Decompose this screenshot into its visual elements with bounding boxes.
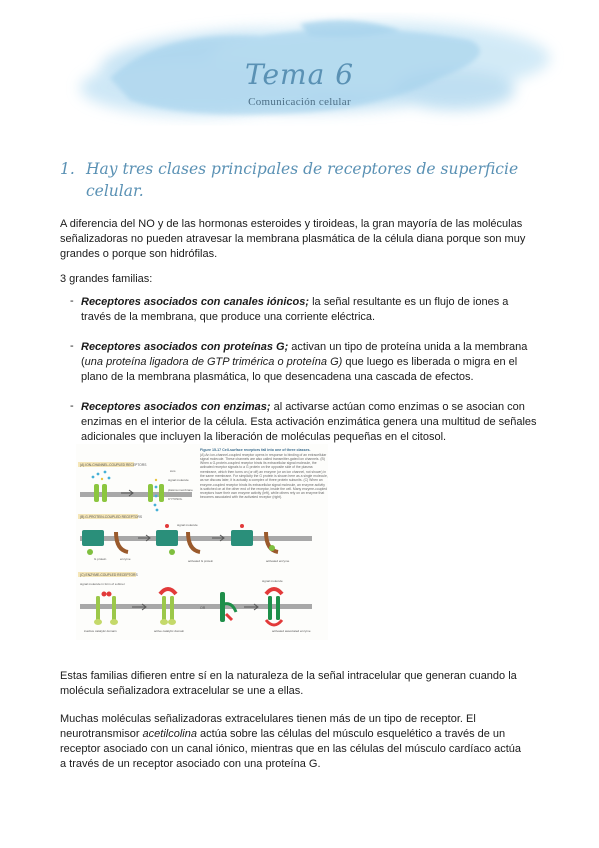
panel-c-title: (C) ENZYME-COUPLED RECEPTORS xyxy=(80,573,138,577)
list-item-text: que luego es liberada o migra en el plano de la membrana plasmática, lo que desencadena una cascada de efectos. xyxy=(81,356,518,383)
label-active-domain: active catalytic domain xyxy=(154,629,185,633)
list-item-text: al activarse actúan como enzimas o se asocian con enzimas en el interior de la célula. Esta activación enzimática genera una multitud de señales adicionales que incluyen la liberación de moléculas pequeñas en el citosol. xyxy=(81,401,537,443)
section-heading xyxy=(60,158,540,202)
paragraph-text: actúa sobre las células del músculo esquelético a través de un receptor asociado con un canal iónico, mientras que en las células del músculo cardíaco actúa a través de un receptor asociado con una proteína G. xyxy=(60,728,522,770)
label-g-protein: G protein xyxy=(94,557,107,561)
figure-caption-wrapper xyxy=(200,453,328,525)
list-item-term: Receptores asociados con canales iónicos; xyxy=(81,296,310,308)
acetylcholine-paragraph xyxy=(60,712,530,772)
list-item-term: Receptores asociados con proteínas G; xyxy=(81,341,289,353)
label-signal-molecule-b: signal molecule xyxy=(177,523,198,527)
label-signal-molecule-c: signal molecule xyxy=(262,579,283,583)
families-difference-paragraph: Estas familias difieren entre sí en la naturaleza de la señal intracelular que generan cuando la molécula señalizadora extracelular se une a ellas. xyxy=(60,670,517,697)
label-plasma-membrane: plasma membrane xyxy=(168,488,193,492)
page-subtitle: Comunicación celular xyxy=(248,96,351,108)
label-signal-molecule: signal molecule xyxy=(168,478,189,482)
label-inactive-domain: inactive catalytic domain xyxy=(84,629,117,633)
list-item-italic: una proteína ligadora de GTP trimérica o proteína G) xyxy=(84,356,343,368)
list-item: - Receptores asociados con enzimas; al activarse actúan como enzimas o se asocian con enzimas en el interior de la célula. Esta activación enzimática genera una multitud de señales adicionales que incluyen la liberación de moléculas pequeñas en el citosol. xyxy=(70,400,537,443)
label-associated-enzyme: activated associated enzyme xyxy=(272,629,311,633)
receptor-list xyxy=(70,295,540,445)
section-number: 1. xyxy=(60,160,75,178)
panel-a-title: (A) ION-CHANNEL-COUPLED RECEPTORS xyxy=(80,463,147,467)
label-activated-g-protein: activated G protein xyxy=(188,559,214,563)
receptor-figure xyxy=(76,444,328,640)
g-protein-receptor-left xyxy=(82,530,128,555)
label-activated-enzyme: activated enzyme xyxy=(266,559,290,563)
figure-caption-body: (A) An ion-channel-coupled receptor opens in response to binding of an extracellular signal molecule. These channels are also called transmitter-gated ion channels. (B) When a G-protein-coupled receptor binds its extracellular signal molecule, the activated receptor signals to a G protein on the opposite side of the plasma membrane, which then turns on (or off) an enzyme (or an ion channel, not shown) in the same membrane. For simplicity the G protein is shown here as a single molecule, as we discuss later, it is actually a complex of three protein subunits. (C) When an enzyme-coupled receptor binds its extracellular signal molecule, an enzyme activity is switched on at the other end of the receptor, inside the cell. Many enzyme-coupled receptors have their own enzyme activity (left), while others rely on an enzyme that becomes associated with the activated receptor (right). xyxy=(200,452,328,500)
section-heading-text: Hay tres clases principales de receptores de superficie celular. xyxy=(86,160,519,200)
families-label: 3 grandes familias: xyxy=(60,273,153,285)
list-item: - Receptores asociados con canales iónicos; la señal resultante es un flujo de iones a través de la membrana, que produce una corriente eléctrica. xyxy=(70,295,509,323)
label-cytosol: CYTOSOL xyxy=(168,497,183,501)
intro-paragraph: A diferencia del NO y de las hormonas esteroides y tiroideas, la gran mayoría de las moléculas señalizadoras no pueden atravesar la membrana plasmática de la célula diana porque son muy grandes o porque son hidrófilas. xyxy=(60,218,526,260)
ion-channel-closed xyxy=(92,471,111,502)
panel-b-title: (B) G-PROTEIN-COUPLED RECEPTORS xyxy=(80,515,143,519)
ion-channel-open xyxy=(148,479,164,512)
list-item-text: activan un tipo de proteína unida a la membrana ( xyxy=(81,341,528,368)
label-dimer: signal molecule in form of a dimer xyxy=(80,582,125,586)
paragraph-text: Muchas moléculas señalizadoras extracelulares tienen más de un tipo de receptor. El neurotransmisor xyxy=(60,713,476,740)
list-item: - Receptores asociados con proteínas G; activan un tipo de proteína unida a la membrana (una proteína ligadora de GTP trimérica o proteína G) que luego es liberada o migra en el plano de la membrana plasmática, lo que desencadena una cascada de efectos. xyxy=(70,340,528,383)
label-ions: ions xyxy=(170,469,176,473)
list-item-term: Receptores asociados con enzimas; xyxy=(81,401,271,413)
paragraph-italic: acetilcolina xyxy=(142,728,197,740)
figure-caption-title: Figure 15-17 Cell-surface receptors fall into one of three classes. xyxy=(200,448,311,452)
label-or: OR xyxy=(200,606,206,610)
receptor-diagram xyxy=(76,444,328,640)
list-item-text: la señal resultante es un flujo de iones a través de la membrana, que produce una corriente eléctrica. xyxy=(81,296,509,323)
page-title: Tema 6 xyxy=(244,58,355,91)
label-enzyme: enzyme xyxy=(120,557,131,561)
